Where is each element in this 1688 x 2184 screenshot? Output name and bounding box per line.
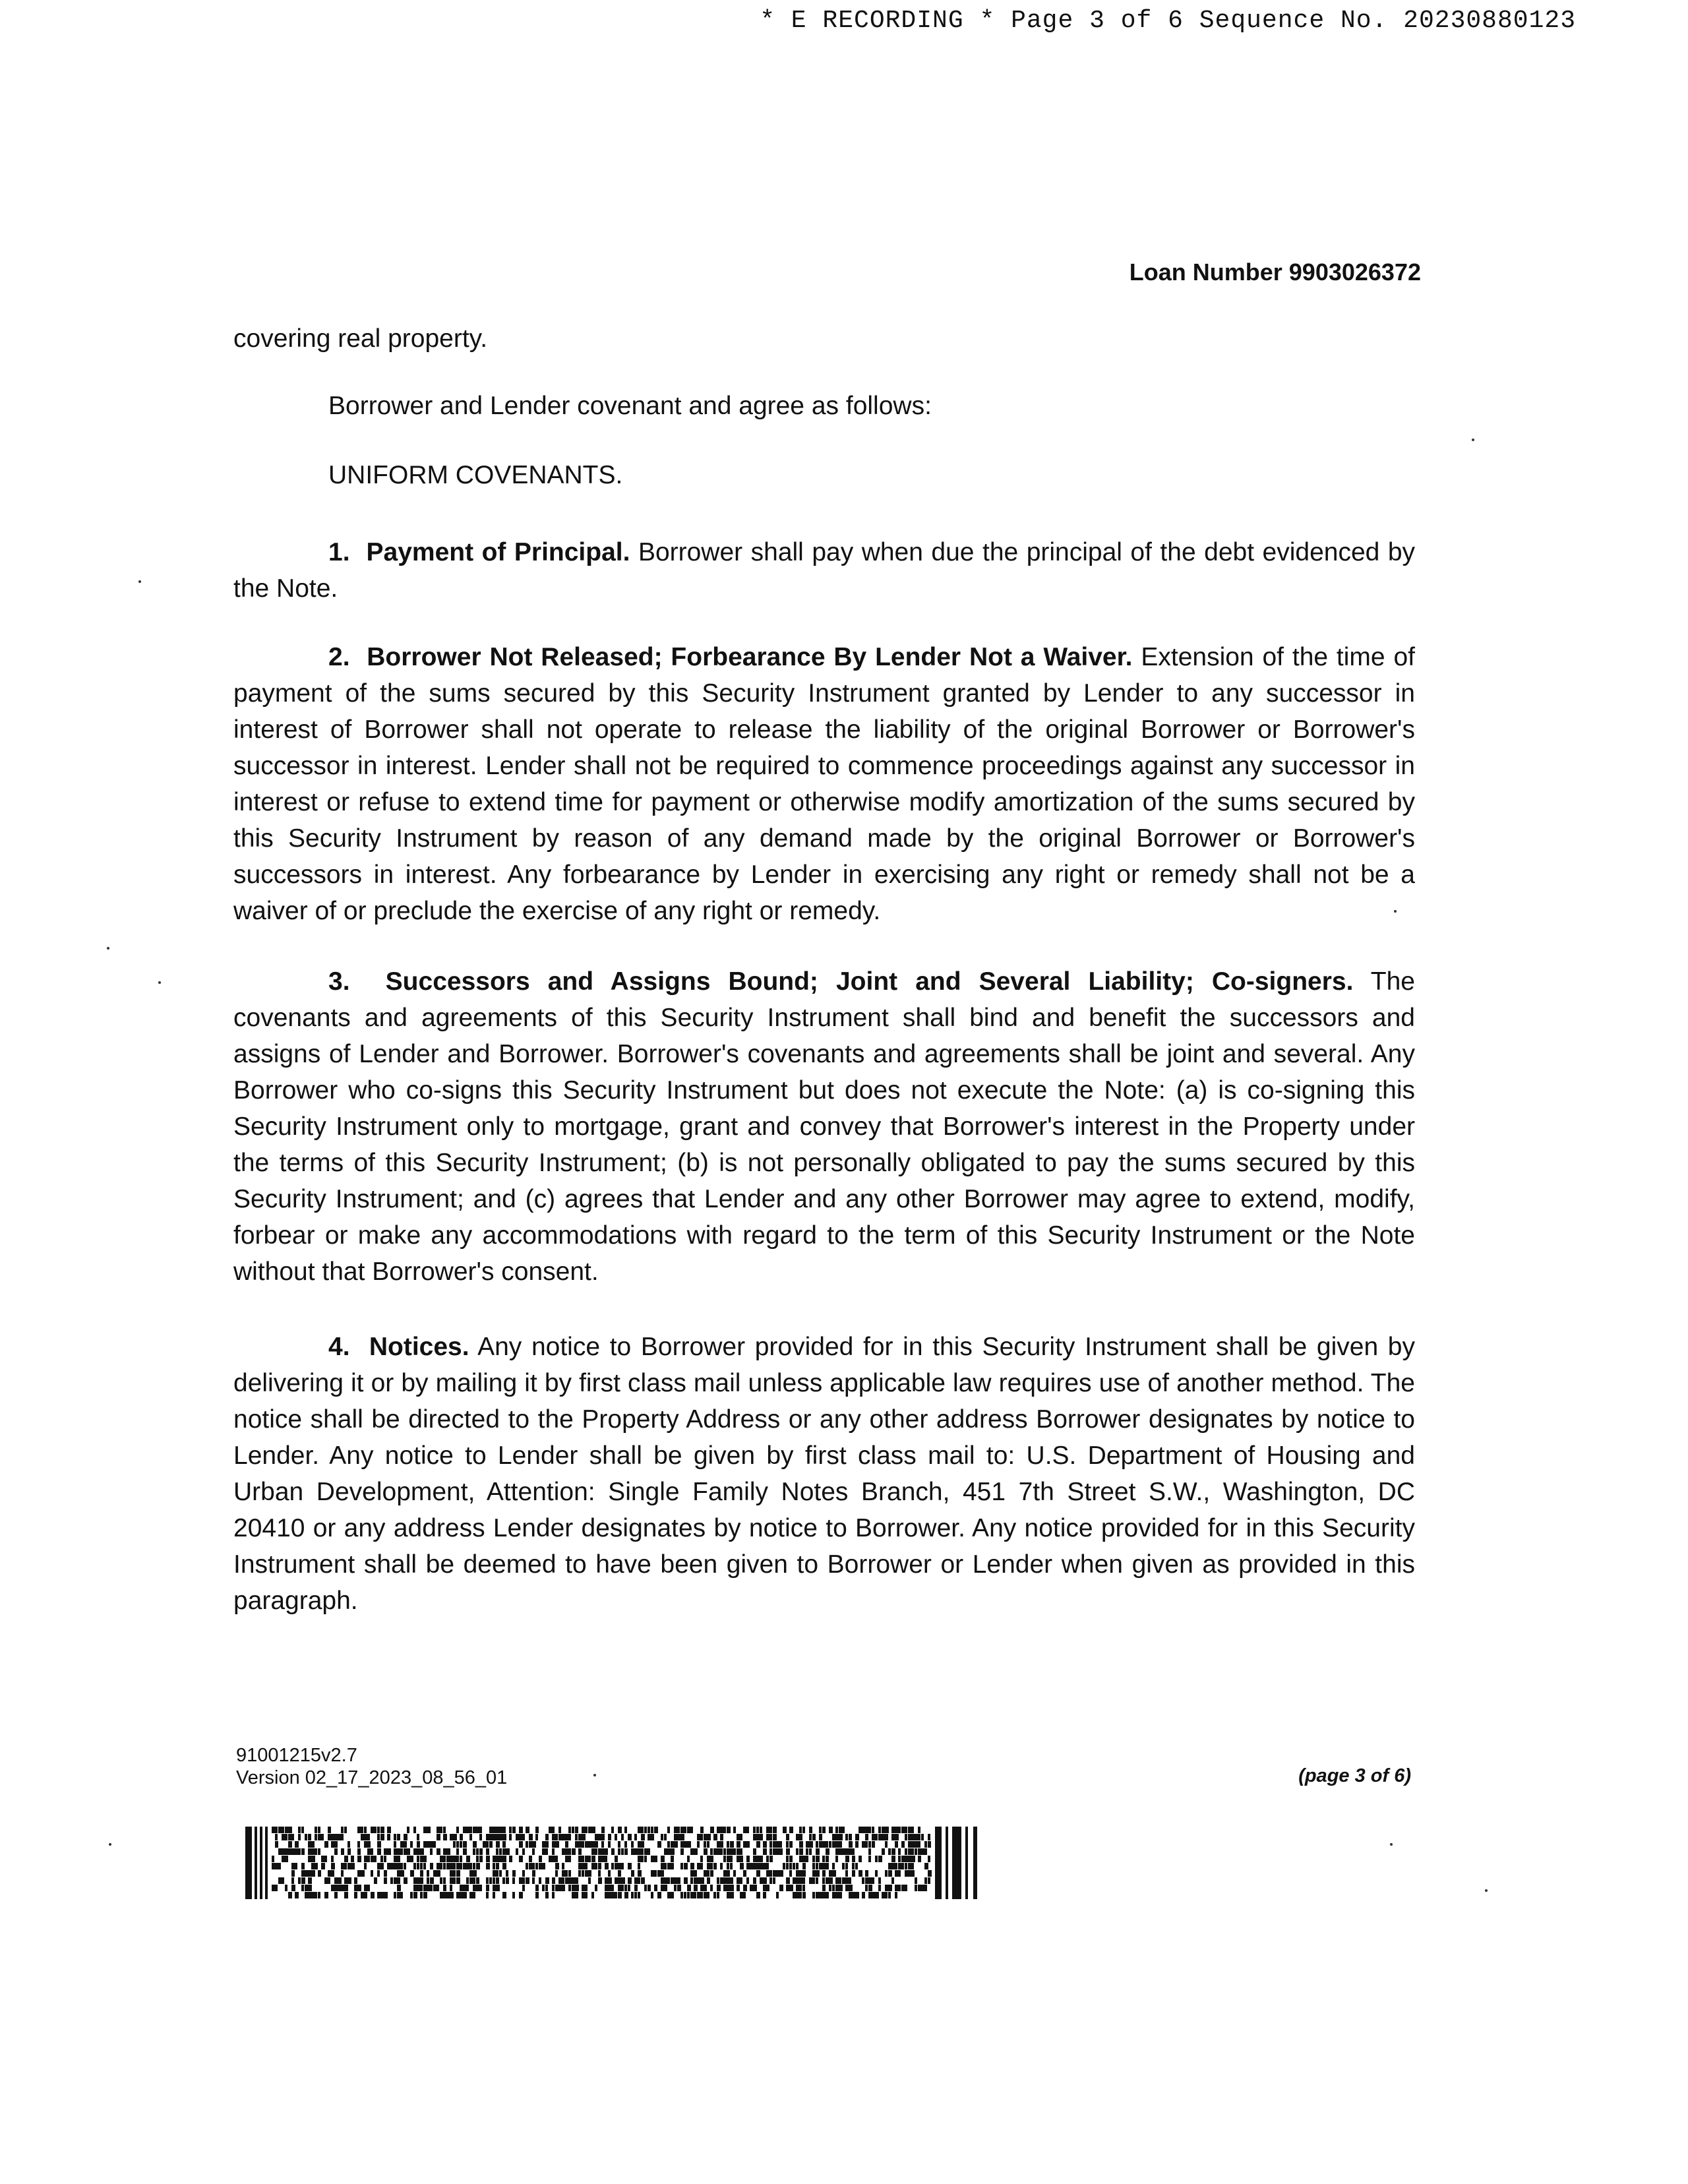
scan-speck bbox=[107, 947, 109, 950]
paragraph-number: 4. bbox=[328, 1333, 350, 1361]
loan-number: Loan Number 9903026372 bbox=[1129, 258, 1421, 286]
paragraph-text: The covenants and agreements of this Security Instrument shall bind and benefit the successors and assigns of Lender and Borrower. Borrower's covenants and agreements shall be joint and several. Any Borrower who co-signs this Security Instrument but does not execute the Note: (a) is co-signing this Security Instrument only to mortgage, grant and convey that Borrower's interest in the Property under the terms of this Security Instrument; (b) is not personally obligated to pay the sums secured by this Security Instrument; and (c) agrees that Lender and any other Borrower may agree to extend, modify, forbear or make any accommodations with regard to the term of this Security Instrument or the Note without that Borrower's consent. bbox=[233, 967, 1415, 1286]
paragraph-text: Borrower shall pay when due the principal of the debt evidenced by the Note. bbox=[233, 538, 1416, 603]
intro-line-uniform: UNIFORM COVENANTS. bbox=[328, 461, 623, 489]
scan-speck bbox=[109, 1843, 111, 1846]
scan-speck bbox=[1390, 1843, 1393, 1846]
barcode-image bbox=[245, 1827, 982, 1899]
paragraph-title: Borrower Not Released; Forbearance By Lender Not a Waiver. bbox=[367, 643, 1133, 671]
scan-speck bbox=[1394, 910, 1397, 913]
scan-speck bbox=[1472, 439, 1474, 441]
paragraph-text: Extension of the time of payment of the sums secured by this Security Instrument granted by Lender to any successor in interest of Borrower shall not operate to release the liability of the original Borrower or Borrower's successor in interest. Lender shall not be required to commence proceedings against any successor in interest or refuse to extend time for payment or otherwise modify amortization of the sums secured by this Security Instrument by reason of any demand made by the original Borrower or Borrower's successors in interest. Any forbearance by Lender in exercising any right or remedy shall not be a waiver of or preclude the exercise of any right or remedy. bbox=[233, 643, 1415, 925]
form-id: 91001215v2.7 bbox=[236, 1745, 357, 1766]
paragraph-title: Payment of Principal. bbox=[366, 538, 630, 566]
paragraph-1 bbox=[233, 534, 1415, 607]
footer-form-info bbox=[236, 1744, 507, 1789]
paragraph-title: Successors and Assigns Bound; Joint and Several Liability; Co-signers. bbox=[385, 967, 1354, 996]
paragraph-3 bbox=[233, 963, 1415, 1290]
page-indicator: (page 3 of 6) bbox=[1298, 1765, 1411, 1786]
form-version: Version 02_17_2023_08_56_01 bbox=[236, 1767, 508, 1788]
paragraph-number: 1. bbox=[328, 538, 350, 566]
paragraph-title: Notices. bbox=[369, 1333, 469, 1361]
intro-line-covering: covering real property. bbox=[233, 324, 488, 353]
scan-speck bbox=[138, 580, 141, 583]
recording-header: * E RECORDING * Page 3 of 6 Sequence No. 20230880123 bbox=[760, 7, 1576, 35]
paragraph-number: 3. bbox=[328, 967, 350, 996]
intro-line-covenant: Borrower and Lender covenant and agree as follows: bbox=[328, 392, 932, 420]
paragraph-number: 2. bbox=[328, 643, 350, 671]
paragraph-2 bbox=[233, 639, 1415, 929]
paragraph-text: Any notice to Borrower provided for in this Security Instrument shall be given by delivering it or by mailing it by first class mail unless applicable law requires use of another method. The notice shall be directed to the Property Address or any other address Borrower designates by notice to Lender. Any notice to Lender shall be given by first class mail to: U.S. Department of Housing and Urban Development, Attention: Single Family Notes Branch, 451 7th Street S.W., Washington, DC 20410 or any address Lender designates by notice to Borrower. Any notice provided for in this Security Instrument shall be deemed to have been given to Borrower or Lender when given as provided in this paragraph. bbox=[233, 1333, 1415, 1615]
paragraph-4 bbox=[233, 1329, 1415, 1619]
scan-speck bbox=[1485, 1889, 1488, 1892]
scan-speck bbox=[593, 1774, 596, 1776]
scan-speck bbox=[158, 981, 161, 984]
